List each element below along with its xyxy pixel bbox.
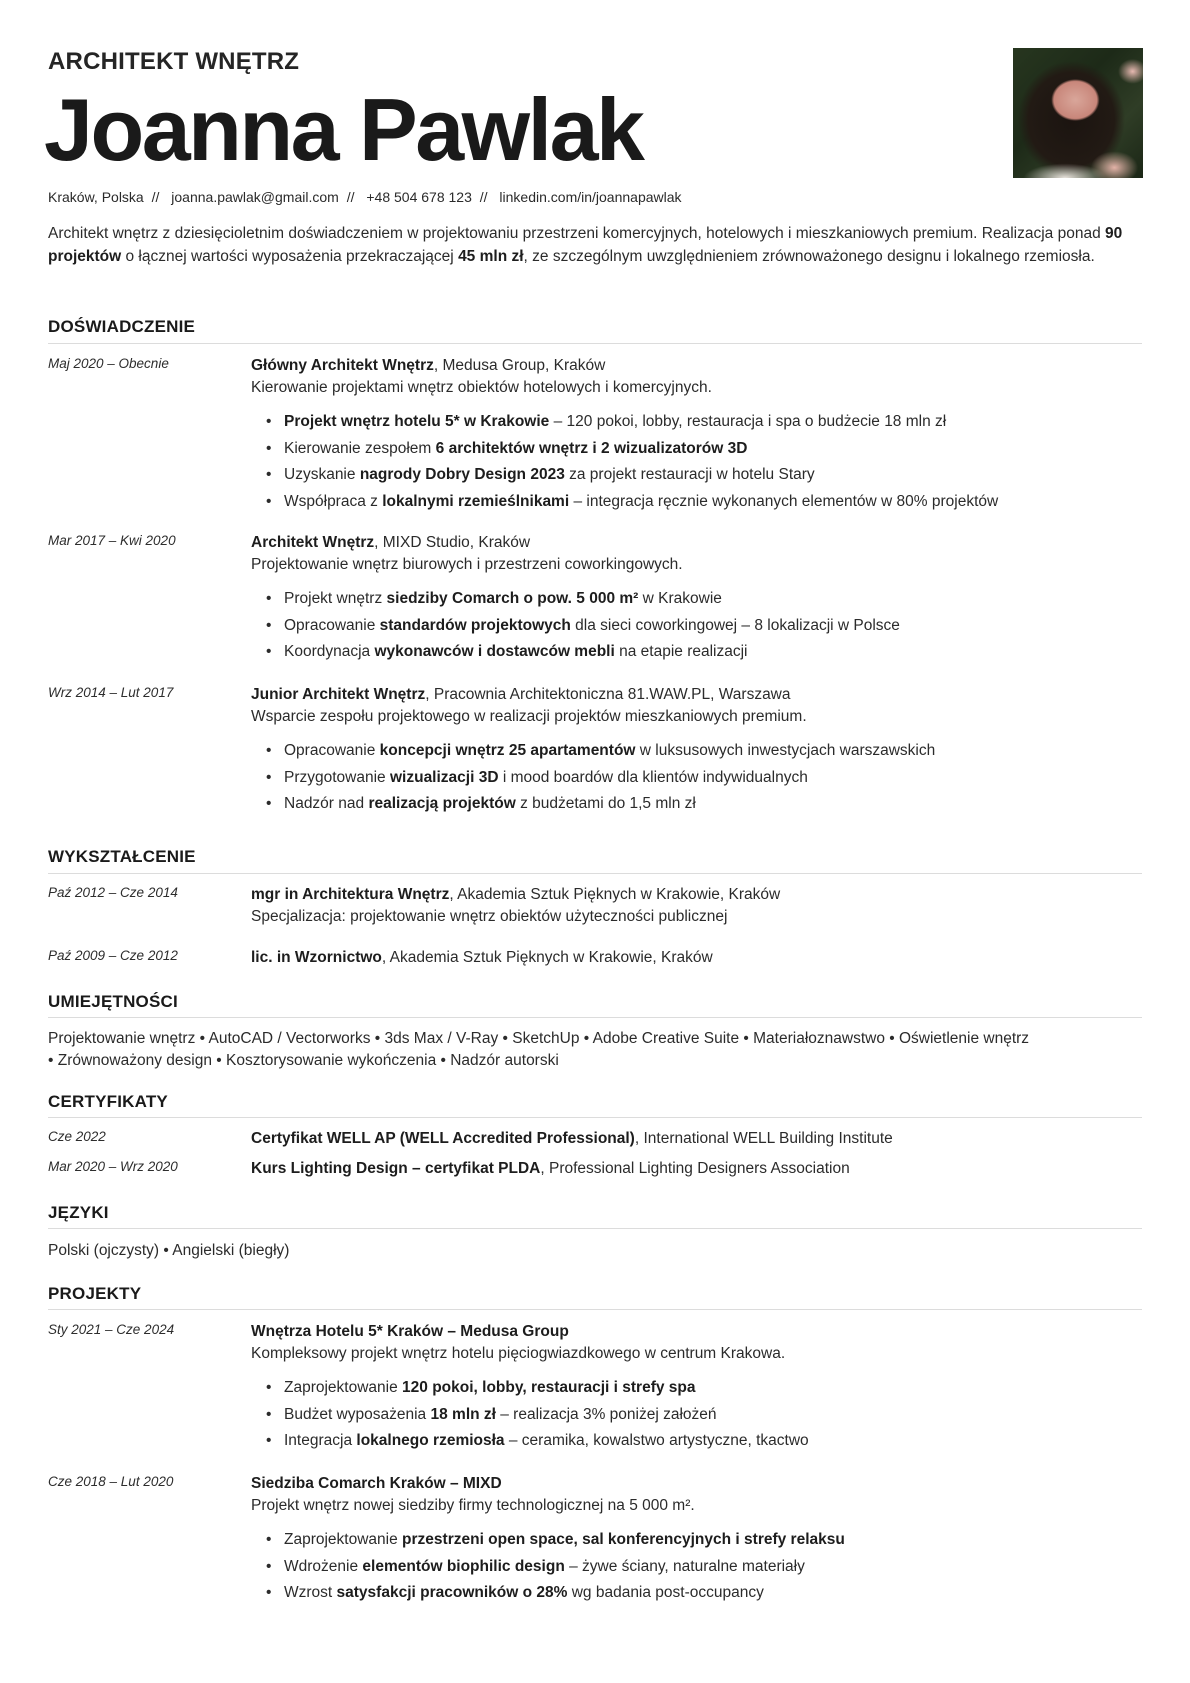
- languages-list: Polski (ojczysty) • Angielski (biegły): [48, 1242, 290, 1259]
- entry-school: , Akademia Sztuk Pięknych w Krakowie, Kraków: [449, 886, 781, 903]
- entry-org: , Medusa Group, Kraków: [433, 357, 606, 374]
- bullet-item: • Opracowanie koncepcji wnętrz 25 apartamentów w luksusowych inwestycjach warszawskich: [251, 738, 1142, 765]
- summary-text: Architekt wnętrz z dziesięcioletnim doświadczeniem w projektowaniu przestrzeni komercyjnych, hotelowych i mieszkaniowych premium. Realizacja ponad: [48, 225, 1106, 242]
- entry-role: Architekt Wnętrz: [251, 534, 375, 551]
- summary-highlight: 90 projektów: [48, 225, 1123, 265]
- entry-date: Cze 2018 – Lut 2020: [48, 1474, 174, 1489]
- entry-degree: mgr in Architektura Wnętrz: [251, 886, 450, 903]
- section-title-languages: JĘZYKI: [48, 1203, 109, 1222]
- bullet-item: • Zaprojektowanie 120 pokoi, lobby, restauracji i strefy spa: [251, 1375, 1142, 1402]
- entry-date: Maj 2020 – Obecnie: [48, 356, 169, 371]
- contact-line: [48, 189, 682, 205]
- bullet-list: [251, 738, 1142, 818]
- entry-degree: lic. in Wzornictwo: [251, 949, 382, 966]
- summary: [48, 223, 1142, 268]
- profile-photo: [1013, 48, 1143, 178]
- section-divider: [48, 343, 1142, 344]
- entry-date: Paź 2012 – Cze 2014: [48, 885, 178, 900]
- entry-heading: [251, 1473, 1142, 1495]
- bullet-list: [251, 409, 1142, 515]
- project-name: Wnętrza Hotelu 5* Kraków – Medusa Group: [251, 1323, 569, 1340]
- section-title-projects: PROJEKTY: [48, 1284, 142, 1303]
- entry-heading: [251, 532, 1142, 554]
- entry-description: Specjalizacja: projektowanie wnętrz obiektów użyteczności publicznej: [251, 908, 728, 925]
- bullet-list: [251, 586, 1142, 666]
- section-divider: [48, 1228, 1142, 1229]
- entry-description: Projektowanie wnętrz biurowych i przestrzeni coworkingowych.: [251, 556, 683, 573]
- separator: //: [479, 189, 488, 205]
- entry-description: Kompleksowy projekt wnętrz hotelu pięciogwiazdkowego w centrum Krakowa.: [251, 1345, 786, 1362]
- bullet-item: • Zaprojektowanie przestrzeni open space, sal konferencyjnych i strefy relaksu: [251, 1527, 1142, 1554]
- linkedin-link[interactable]: linkedin.com/in/joannapawlak: [499, 189, 682, 205]
- entry-heading: [251, 684, 1142, 706]
- email-link[interactable]: joanna.pawlak@gmail.com: [171, 189, 339, 205]
- bullet-item: • Współpraca z lokalnymi rzemieślnikami – integracja ręcznie wykonanych elementów w 80% projektów: [251, 489, 1142, 516]
- section-title-skills: UMIEJĘTNOŚCI: [48, 992, 178, 1011]
- bullet-item: • Projekt wnętrz hotelu 5* w Krakowie – 120 pokoi, lobby, restauracja i spa o budżecie 18 mln zł: [251, 409, 1142, 436]
- summary-text: o łącznej wartości wyposażenia przekraczającej: [121, 247, 459, 265]
- phone-link[interactable]: +48 504 678 123: [366, 189, 472, 205]
- entry-heading: [251, 1321, 1142, 1343]
- section-title-experience: DOŚWIADCZENIE: [48, 317, 196, 336]
- bullet-list: [251, 1375, 1142, 1455]
- entry-heading: [251, 355, 1142, 377]
- bullet-list: [251, 1527, 1142, 1607]
- section-divider: [48, 1017, 1142, 1018]
- section-divider: [48, 1117, 1142, 1118]
- entry-school: , Akademia Sztuk Pięknych w Krakowie, Kraków: [381, 949, 713, 966]
- job-title: ARCHITEKT WNĘTRZ: [48, 48, 300, 75]
- section-divider: [48, 873, 1142, 874]
- section-title-education: WYKSZTAŁCENIE: [48, 847, 196, 866]
- entry-date: Sty 2021 – Cze 2024: [48, 1322, 175, 1337]
- bullet-item: • Opracowanie standardów projektowych dla sieci coworkingowej – 8 lokalizacji w Polsce: [251, 613, 1142, 640]
- skills-list: [48, 1028, 1142, 1072]
- bullet-item: • Wdrożenie elementów biophilic design – żywe ściany, naturalne materiały: [251, 1554, 1142, 1581]
- candidate-name: Joanna Pawlak: [44, 80, 643, 179]
- bullet-item: • Koordynacja wykonawców i dostawców mebli na etapie realizacji: [251, 639, 1142, 666]
- entry-role: Junior Architekt Wnętrz: [251, 686, 426, 703]
- certificate-name: Certyfikat WELL AP (WELL Accredited Professional): [251, 1130, 635, 1147]
- entry-description: Wsparcie zespołu projektowego w realizacji projektów mieszkaniowych premium.: [251, 708, 807, 725]
- section-divider: [48, 1309, 1142, 1310]
- entry-date: Mar 2017 – Kwi 2020: [48, 533, 176, 548]
- entry-date: Cze 2022: [48, 1129, 106, 1144]
- certificate-issuer: , Professional Lighting Designers Association: [540, 1160, 850, 1177]
- bullet-item: • Projekt wnętrz siedziby Comarch o pow. 5 000 m² w Krakowie: [251, 586, 1142, 613]
- separator: //: [151, 189, 160, 205]
- entry-heading: [251, 947, 1142, 969]
- location: Kraków, Polska: [48, 189, 144, 205]
- entry-org: , Pracownia Architektoniczna 81.WAW.PL, Warszawa: [425, 686, 791, 703]
- entry-date: Paź 2009 – Cze 2012: [48, 948, 178, 963]
- project-name: Siedziba Comarch Kraków – MIXD: [251, 1475, 502, 1492]
- bullet-item: • Przygotowanie wizualizacji 3D i mood boardów dla klientów indywidualnych: [251, 765, 1142, 792]
- bullet-item: • Nadzór nad realizacją projektów z budżetami do 1,5 mln zł: [251, 791, 1142, 818]
- bullet-item: • Integracja lokalnego rzemiosła – ceramika, kowalstwo artystyczne, tkactwo: [251, 1428, 1142, 1455]
- entry-heading: [251, 1128, 1142, 1150]
- entry-date: Mar 2020 – Wrz 2020: [48, 1159, 178, 1174]
- entry-role: Główny Architekt Wnętrz: [251, 357, 434, 374]
- entry-heading: [251, 884, 1142, 906]
- bullet-item: • Wzrost satysfakcji pracowników o 28% wg badania post-occupancy: [251, 1580, 1142, 1607]
- certificate-issuer: , International WELL Building Institute: [634, 1130, 893, 1147]
- entry-date: Wrz 2014 – Lut 2017: [48, 685, 174, 700]
- entry-description: Projekt wnętrz nowej siedziby firmy technologicznej na 5 000 m².: [251, 1497, 695, 1514]
- section-title-certificates: CERTYFIKATY: [48, 1092, 168, 1111]
- bullet-item: • Budżet wyposażenia 18 mln zł – realizacja 3% poniżej założeń: [251, 1402, 1142, 1429]
- skills-line: • Zrównoważony design • Kosztorysowanie wykończenia • Nadzór autorski: [48, 1052, 559, 1069]
- certificate-name: Kurs Lighting Design – certyfikat PLDA: [251, 1160, 541, 1177]
- summary-highlight: 45 mln zł: [458, 247, 524, 265]
- separator: //: [346, 189, 355, 205]
- entry-heading: [251, 1158, 1142, 1180]
- bullet-item: • Kierowanie zespołem 6 architektów wnętrz i 2 wizualizatorów 3D: [251, 436, 1142, 463]
- entry-org: , MIXD Studio, Kraków: [374, 534, 531, 551]
- bullet-item: • Uzyskanie nagrody Dobry Design 2023 za projekt restauracji w hotelu Stary: [251, 462, 1142, 489]
- skills-line: Projektowanie wnętrz • AutoCAD / Vectorworks • 3ds Max / V-Ray • SketchUp • Adobe Creative Suite • Materiałoznawstwo • Oświetlenie wnętrz: [48, 1030, 1030, 1047]
- entry-description: Kierowanie projektami wnętrz obiektów hotelowych i komercyjnych.: [251, 379, 712, 396]
- summary-text: , ze szczególnym uwzględnieniem zrównoważonego designu i lokalnego rzemiosła.: [523, 247, 1095, 265]
